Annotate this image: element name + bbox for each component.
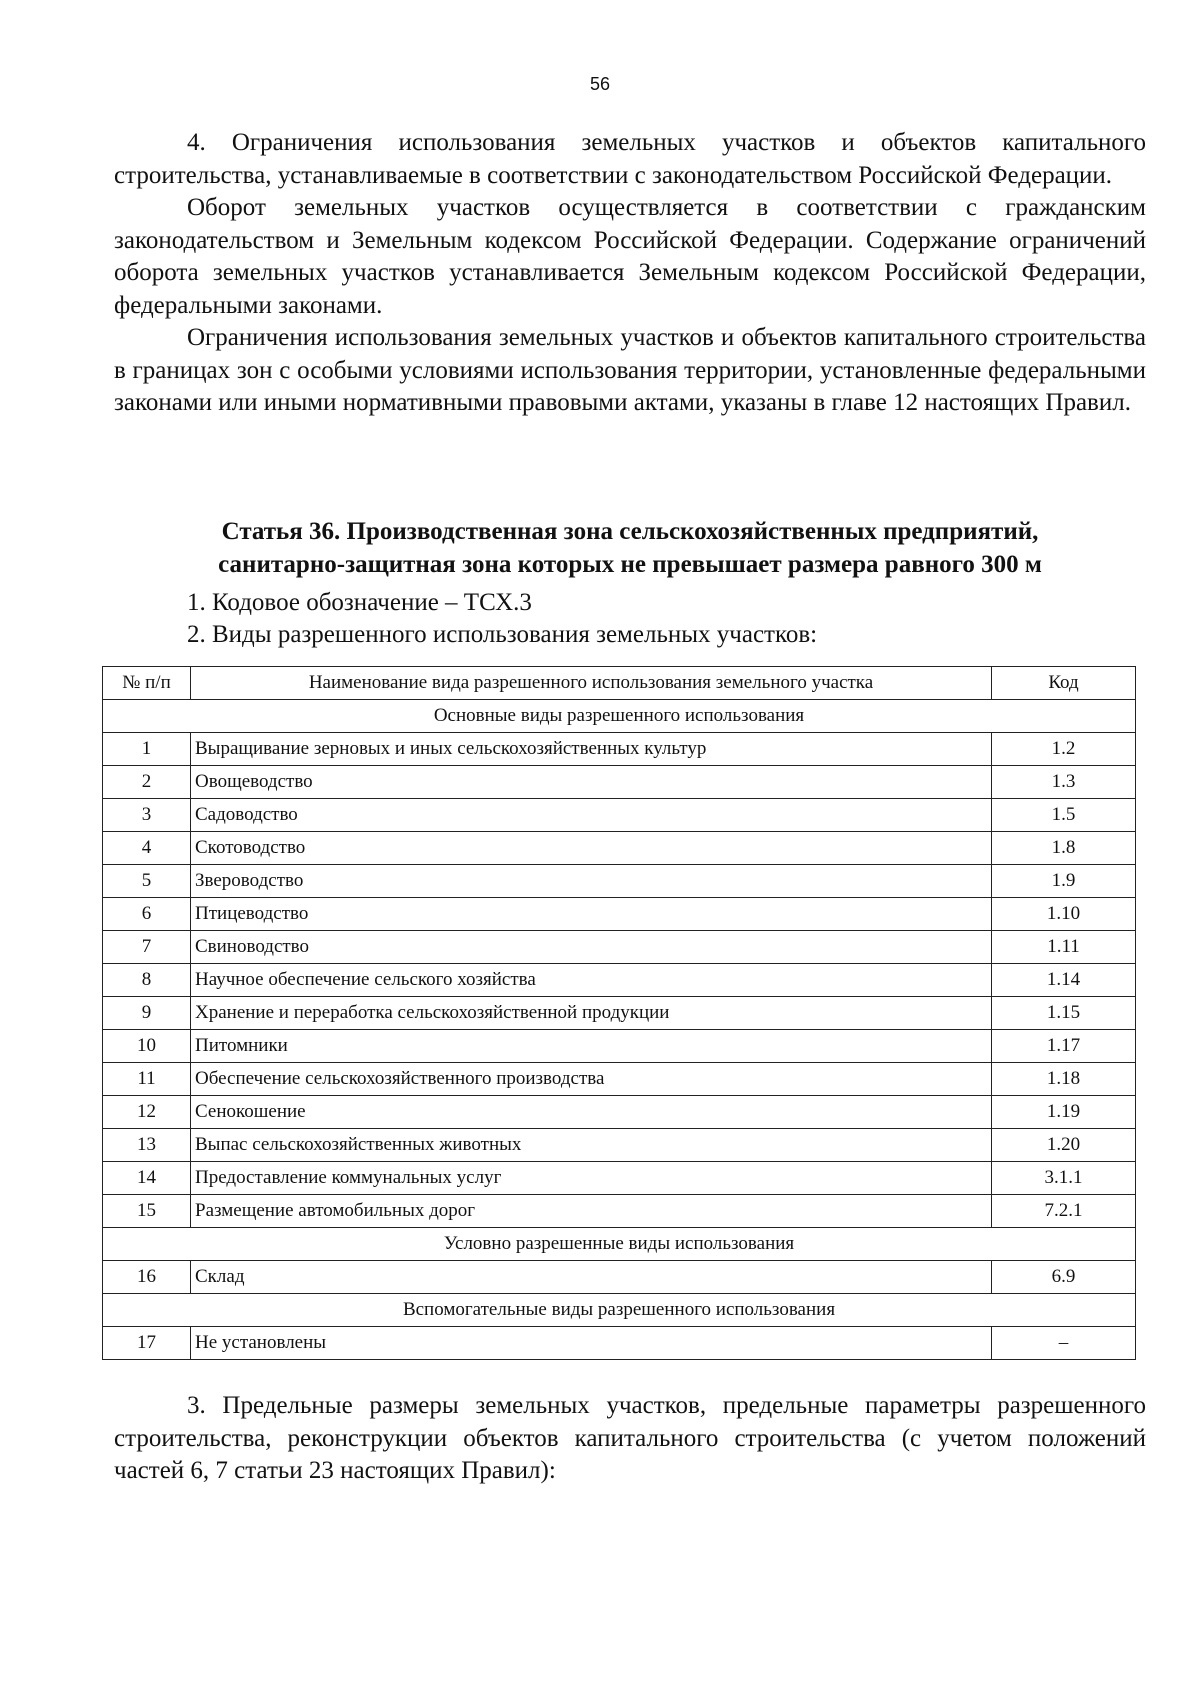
table-row — [103, 997, 1136, 1030]
row-code: 1.3 — [992, 766, 1136, 799]
article-heading — [114, 515, 1146, 581]
row-number: 12 — [103, 1096, 191, 1129]
numbered-list — [187, 587, 817, 651]
table-row — [103, 1195, 1136, 1228]
table-row — [103, 766, 1136, 799]
list-item-code: 1. Кодовое обозначение – ТСХ.3 — [187, 589, 532, 616]
table-row — [103, 1030, 1136, 1063]
article-heading-line: Статья 36. Производственная зона сельскохозяйственных предприятий, — [221, 518, 1039, 545]
row-number: 3 — [103, 799, 191, 832]
row-use-name: Садоводство — [191, 799, 992, 832]
page-number: 56 — [589, 74, 611, 94]
row-number: 6 — [103, 898, 191, 931]
section-row — [103, 1228, 1136, 1261]
table-row — [103, 832, 1136, 865]
row-code: 1.8 — [992, 832, 1136, 865]
table-row — [103, 964, 1136, 997]
table-row — [103, 1162, 1136, 1195]
table-row — [103, 898, 1136, 931]
table-row — [103, 1063, 1136, 1096]
section-row — [103, 1294, 1136, 1327]
table-body — [103, 700, 1136, 1360]
row-use-name: Звероводство — [191, 865, 992, 898]
row-use-name: Птицеводство — [191, 898, 992, 931]
section-title: Вспомогательные виды разрешенного использования — [103, 1294, 1136, 1327]
row-code: 1.2 — [992, 733, 1136, 766]
row-number: 15 — [103, 1195, 191, 1228]
table-row — [103, 733, 1136, 766]
table-row — [103, 931, 1136, 964]
row-use-name: Выращивание зерновых и иных сельскохозяйственных культур — [191, 733, 992, 766]
row-number: 16 — [103, 1261, 191, 1294]
row-use-name: Сенокошение — [191, 1096, 992, 1129]
row-use-name: Выпас сельскохозяйственных животных — [191, 1129, 992, 1162]
row-code: 7.2.1 — [992, 1195, 1136, 1228]
header-name: Наименование вида разрешенного использования земельного участка — [191, 667, 992, 700]
row-use-name: Обеспечение сельскохозяйственного производства — [191, 1063, 992, 1096]
row-code: 1.18 — [992, 1063, 1136, 1096]
row-number: 11 — [103, 1063, 191, 1096]
article-heading-line: санитарно-защитная зона которых не превышает размера равного 300 м — [218, 551, 1042, 578]
row-code: 1.14 — [992, 964, 1136, 997]
row-use-name: Научное обеспечение сельского хозяйства — [191, 964, 992, 997]
row-use-name: Не установлены — [191, 1327, 992, 1360]
section-title: Условно разрешенные виды использования — [103, 1228, 1136, 1261]
paragraph-restrictions: 4. Ограничения использования земельных участков и объектов капитального строительства, устанавливаемые в соответствии с законодательством Российской Федерации. — [114, 129, 1146, 189]
row-number: 4 — [103, 832, 191, 865]
row-number: 17 — [103, 1327, 191, 1360]
row-use-name: Хранение и переработка сельскохозяйственной продукции — [191, 997, 992, 1030]
row-use-name: Склад — [191, 1261, 992, 1294]
paragraph-zones: Ограничения использования земельных участков и объектов капитального строительства в границах зон с особыми условиями использования территории, установленные федеральными законами или иными нормативными правовыми актами, указаны в главе 12 настоящих Правил. — [114, 324, 1146, 416]
table-row — [103, 1096, 1136, 1129]
row-number: 8 — [103, 964, 191, 997]
row-number: 2 — [103, 766, 191, 799]
row-use-name: Скотоводство — [191, 832, 992, 865]
list-item-uses: 2. Виды разрешенного использования земельных участков: — [187, 621, 818, 648]
row-number: 14 — [103, 1162, 191, 1195]
section-row — [103, 700, 1136, 733]
table-row — [103, 1327, 1136, 1360]
row-code: 3.1.1 — [992, 1162, 1136, 1195]
closing-paragraph — [114, 1390, 1146, 1488]
row-code: 1.15 — [992, 997, 1136, 1030]
row-use-name: Питомники — [191, 1030, 992, 1063]
paragraph-turnover: Оборот земельных участков осуществляется в соответствии с гражданским законодательством и Земельным кодексом Российской Федерации. Содержание ограничений оборота земельных участков устанавливается Земельным кодексом Российской Федерации, федеральными законами. — [114, 194, 1146, 319]
row-code: 1.9 — [992, 865, 1136, 898]
row-number: 5 — [103, 865, 191, 898]
row-code: 1.10 — [992, 898, 1136, 931]
paragraph-limits: 3. Предельные размеры земельных участков, предельные параметры разрешенного строительства, реконструкции объектов капитального строительства (с учетом положений частей 6, 7 статьи 23 настоящих Правил): — [114, 1392, 1146, 1484]
row-number: 9 — [103, 997, 191, 1030]
row-code: 1.17 — [992, 1030, 1136, 1063]
row-code: 1.19 — [992, 1096, 1136, 1129]
intro-text — [114, 127, 1146, 420]
table-row — [103, 1261, 1136, 1294]
row-use-name: Предоставление коммунальных услуг — [191, 1162, 992, 1195]
header-num: № п/п — [103, 667, 191, 700]
row-code: 1.11 — [992, 931, 1136, 964]
row-use-name: Овощеводство — [191, 766, 992, 799]
row-use-name: Свиноводство — [191, 931, 992, 964]
row-code: 1.5 — [992, 799, 1136, 832]
table-header-row — [103, 667, 1136, 700]
row-code: – — [992, 1327, 1136, 1360]
table-row — [103, 865, 1136, 898]
permitted-uses-table — [102, 666, 1136, 1360]
row-number: 13 — [103, 1129, 191, 1162]
row-number: 1 — [103, 733, 191, 766]
row-number: 10 — [103, 1030, 191, 1063]
row-use-name: Размещение автомобильных дорог — [191, 1195, 992, 1228]
section-title: Основные виды разрешенного использования — [103, 700, 1136, 733]
row-code: 6.9 — [992, 1261, 1136, 1294]
header-code: Код — [992, 667, 1136, 700]
table-row — [103, 799, 1136, 832]
row-code: 1.20 — [992, 1129, 1136, 1162]
row-number: 7 — [103, 931, 191, 964]
table-row — [103, 1129, 1136, 1162]
